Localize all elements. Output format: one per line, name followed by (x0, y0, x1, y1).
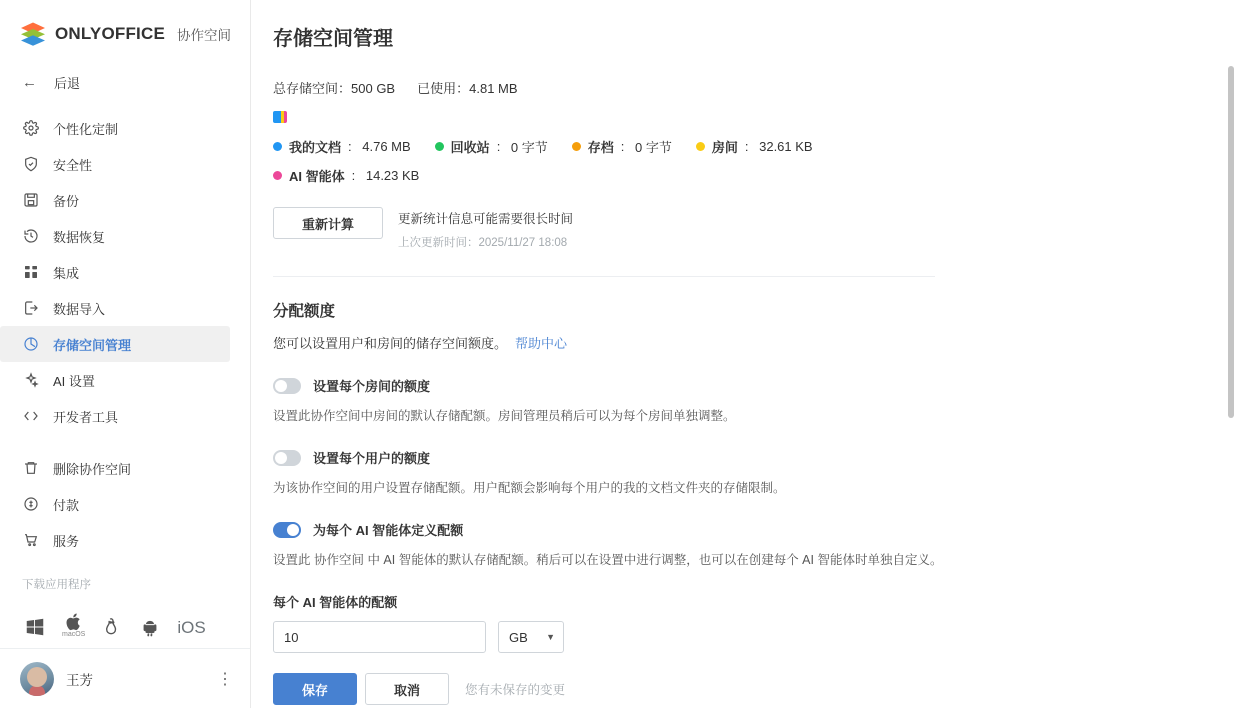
trash-icon (22, 460, 39, 477)
quota-desc-text: 您可以设置用户和房间的储存空间额度。 (273, 336, 508, 351)
room-quota-switch[interactable] (273, 378, 301, 394)
legend-dot-icon (273, 142, 282, 151)
legend-item: 房间 : 32.61 KB (696, 137, 813, 156)
android-icon[interactable] (139, 616, 161, 638)
shield-icon (22, 156, 39, 173)
recalculate-section (273, 207, 1240, 250)
room-quota-desc: 设置此协作空间中房间的默认存储配额。房间管理员稍后可以为每个房间单独调整。 (273, 409, 736, 423)
sidebar-nav (0, 110, 250, 558)
legend-dot-icon (696, 142, 705, 151)
form-actions (273, 673, 1240, 705)
macos-caption: macOS (62, 631, 86, 638)
sidebar-item-backup[interactable] (0, 182, 230, 218)
save-button[interactable]: 保存 (273, 673, 357, 705)
onlyoffice-logo-icon (20, 21, 46, 47)
brand-subtitle: 协作空间 (177, 28, 231, 43)
avatar (20, 662, 54, 696)
sidebar-item-label: 数据恢复 (53, 229, 106, 245)
sidebar-item-storage-management[interactable] (0, 326, 230, 362)
sidebar-item-label: 备份 (53, 193, 80, 209)
legend-dot-icon (435, 142, 444, 151)
recalculate-button[interactable]: 重新计算 (273, 207, 383, 239)
sidebar-item-label: 安全性 (53, 157, 93, 173)
import-icon (22, 300, 39, 317)
legend-value: 4.76 MB (362, 139, 411, 154)
ai-quota-switch[interactable] (273, 522, 301, 538)
room-quota-label: 设置每个房间的额度 (313, 379, 431, 394)
ai-quota-field-row (273, 621, 1240, 653)
restore-icon (22, 228, 39, 245)
sidebar-item-developer-tools[interactable] (0, 398, 230, 434)
legend-item: 回收站 : 0 字节 (435, 137, 548, 156)
sidebar-item-import[interactable] (0, 290, 230, 326)
sidebar-item-security[interactable] (0, 146, 230, 182)
brand[interactable] (0, 0, 250, 65)
integration-icon (22, 264, 39, 281)
ai-quota-unit-value: GB (509, 629, 528, 645)
user-quota-toggle-row[interactable] (273, 448, 1240, 467)
user-quota-switch[interactable] (273, 450, 301, 466)
user-quota-desc: 为该协作空间的用户设置存储配额。用户配额会影响每个用户的我的文档文件夹的存储限制。 (273, 481, 786, 495)
sidebar-item-label: 存储空间管理 (53, 337, 132, 353)
user-quota-block (273, 448, 1240, 496)
legend-value: 14.23 KB (365, 168, 420, 183)
sidebar-item-payments[interactable] (0, 486, 230, 522)
legend-item: 我的文档 : 4.76 MB (273, 137, 411, 156)
ai-quota-desc: 设置此 协作空间 中 AI 智能体的默认存储配额。稍后可以在设置中进行调整，也可以在创建每个 AI 智能体时单独自定义。 (273, 553, 943, 567)
nav-divider-space (0, 434, 250, 450)
sidebar-item-label: 删除协作空间 (53, 461, 132, 477)
legend-name: 我的文档 (289, 140, 342, 155)
sidebar-item-customization[interactable] (0, 110, 230, 146)
storage-icon (22, 336, 39, 353)
sidebar-item-label: 个性化定制 (53, 121, 119, 137)
sidebar-item-label: 数据导入 (53, 301, 106, 317)
recalculate-note: 更新统计信息可能需要很长时间 (398, 212, 574, 226)
download-apps-icons (0, 598, 250, 638)
legend-dot-icon (572, 142, 581, 151)
windows-icon[interactable] (24, 616, 46, 638)
last-update-text: 上次更新时间：2025/11/27 18:08 (398, 237, 568, 249)
storage-usage-bar (273, 111, 287, 123)
legend-name: 回收站 (450, 140, 490, 155)
section-divider (273, 276, 935, 277)
arrow-left-icon: ← (22, 74, 37, 91)
sidebar-item-label: 集成 (53, 265, 80, 281)
legend-dot-icon (273, 171, 282, 180)
developer-icon (22, 408, 39, 425)
gear-icon (22, 120, 39, 137)
sidebar-item-label: 服务 (53, 533, 80, 549)
legend-item: AI 智能体 : 14.23 KB (273, 166, 419, 185)
sidebar-item-services[interactable] (0, 522, 230, 558)
storage-legend (273, 137, 973, 185)
back-label: 后退 (54, 76, 81, 91)
room-quota-block (273, 376, 1240, 424)
total-storage-label: 总存储空间： (273, 81, 352, 96)
used-storage-label: 已使用： (417, 81, 470, 96)
sidebar (0, 0, 251, 708)
total-storage-value: 500 GB (351, 81, 396, 96)
legend-item: 存档 : 0 字节 (572, 137, 672, 156)
brand-name: ONLYOFFICE (55, 24, 165, 43)
cancel-button[interactable]: 取消 (365, 673, 449, 705)
ai-quota-field-label: 每个 AI 智能体的配额 (273, 595, 398, 610)
sidebar-item-label: 开发者工具 (53, 409, 119, 425)
used-storage-value: 4.81 MB (469, 81, 518, 96)
user-profile[interactable] (0, 648, 250, 708)
macos-icon[interactable] (62, 611, 85, 638)
user-quota-label: 设置每个用户的额度 (313, 451, 431, 466)
ai-quota-block (273, 520, 1240, 705)
help-center-link[interactable]: 帮助中心 (515, 336, 568, 351)
chevron-down-icon: ▼ (546, 632, 555, 642)
quota-section-title: 分配额度 (273, 303, 336, 320)
ios-label: iOS (177, 618, 206, 637)
main-content (251, 0, 1240, 708)
payment-icon (22, 496, 39, 513)
storage-summary (273, 78, 1240, 97)
sidebar-item-label: AI 设置 (53, 373, 95, 389)
ai-icon (22, 372, 39, 389)
profile-name: 王芳 (66, 672, 93, 688)
room-quota-toggle-row[interactable] (273, 376, 1240, 395)
backup-icon (22, 192, 39, 209)
ai-quota-toggle-row[interactable] (273, 520, 1240, 539)
linux-icon[interactable] (101, 616, 123, 638)
legend-value: 0 字节 (510, 140, 548, 155)
page-title: 存储空间管理 (273, 28, 393, 50)
scrollbar-thumb[interactable] (1228, 66, 1234, 418)
storage-overview (273, 78, 1240, 705)
legend-name: AI 智能体 (289, 169, 345, 184)
sidebar-item-restore[interactable] (0, 218, 230, 254)
download-apps-label: 下载应用程序 (22, 579, 91, 591)
ai-quota-input[interactable] (273, 621, 486, 653)
legend-value: 32.61 KB (759, 139, 813, 154)
quota-section-desc (273, 333, 1240, 352)
legend-name: 存档 (587, 140, 614, 155)
ai-quota-unit-select[interactable] (498, 621, 564, 653)
services-icon (22, 532, 39, 549)
sidebar-item-integration[interactable] (0, 254, 230, 290)
ios-icon[interactable] (177, 618, 205, 638)
legend-name: 房间 (711, 140, 738, 155)
kebab-menu-icon[interactable]: ⋮ (217, 670, 234, 688)
back-button[interactable] (0, 65, 250, 100)
unsaved-changes-text: 您有未保存的变更 (465, 683, 566, 697)
sidebar-item-ai-settings[interactable] (0, 362, 230, 398)
legend-value: 0 字节 (635, 140, 672, 155)
sidebar-item-label: 付款 (53, 497, 80, 513)
scrollbar-track[interactable] (1231, 0, 1237, 708)
ai-quota-label: 为每个 AI 智能体定义配额 (313, 523, 464, 538)
sidebar-item-delete-workspace[interactable] (0, 450, 230, 486)
